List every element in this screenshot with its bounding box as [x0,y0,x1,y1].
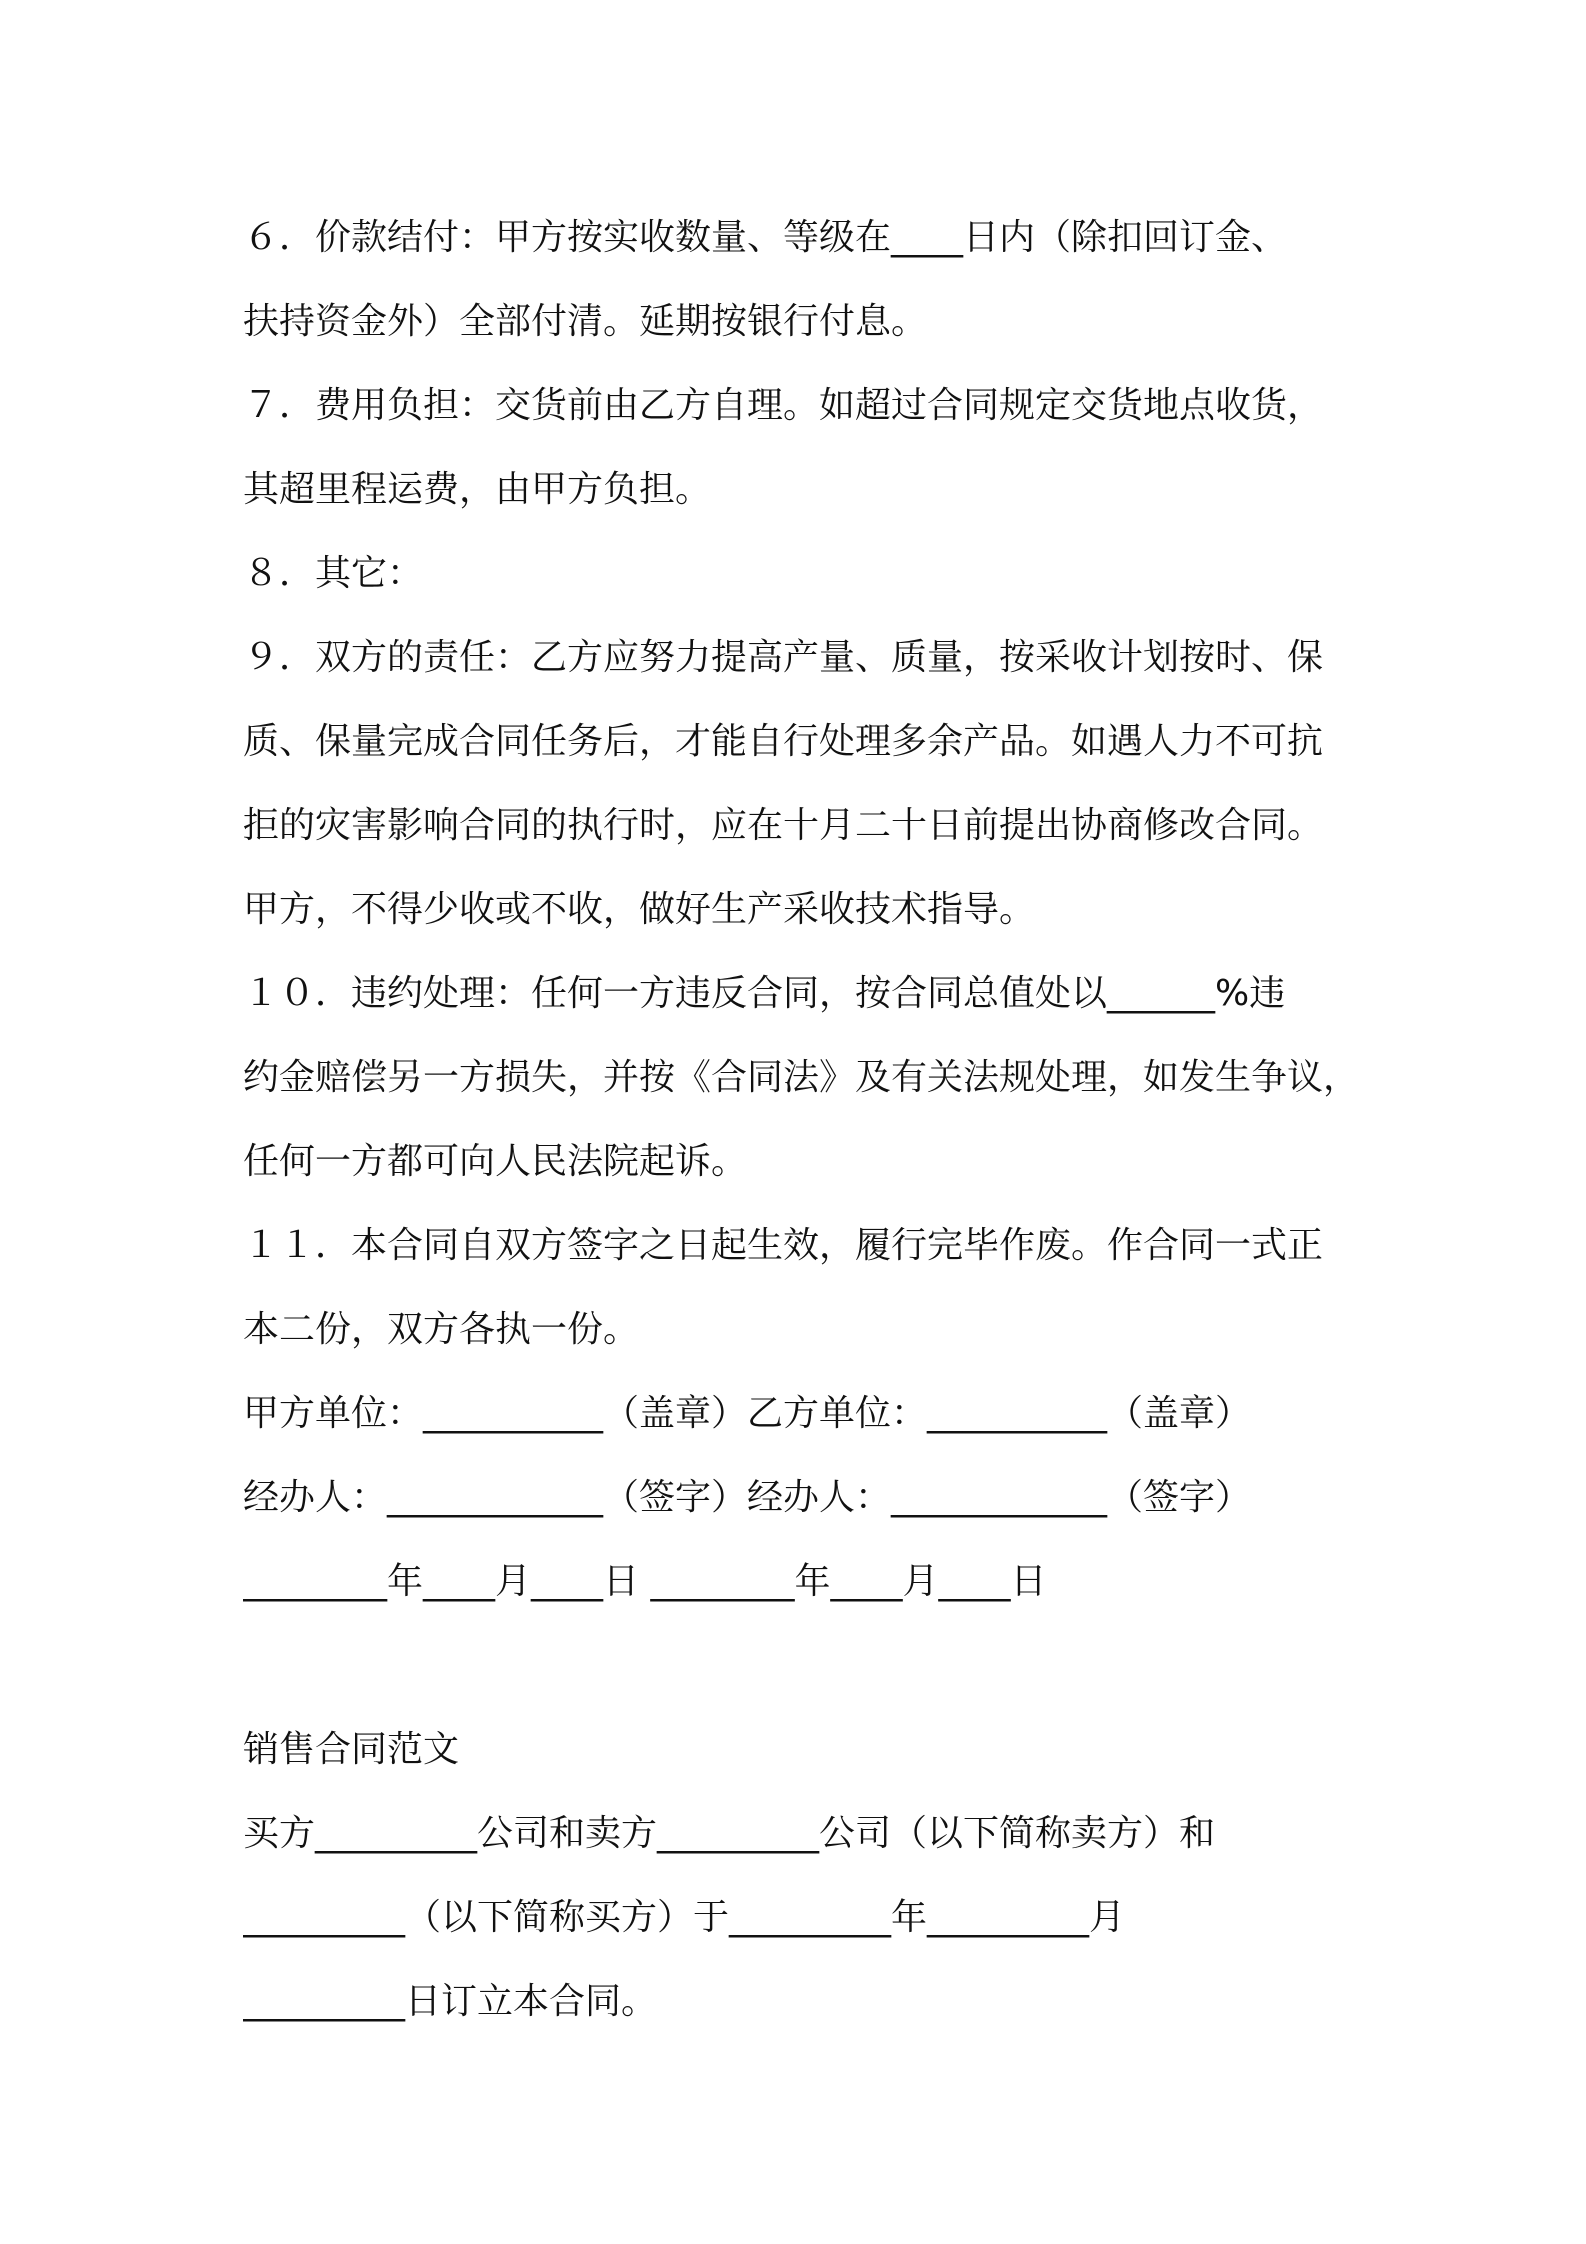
section-2-line-1: 买方_________公司和卖方_________公司（以下简称卖方）和 [243,1813,1216,1854]
clause-8-line-1: ８．其它： [243,553,424,594]
clause-10-line-3: 任何一方都可向人民法院起诉。 [243,1141,748,1182]
clause-11-line-1: １１．本合同自双方签字之日起生效，履行完毕作废。作合同一式正 [243,1225,1324,1266]
section-2-line-3: _________日订立本合同。 [243,1981,658,2022]
clause-6-line-2: 扶持资金外）全部付清。延期按银行付息。 [243,301,928,342]
signature-unit-line: 甲方单位：__________（盖章）乙方单位：__________（盖章） [243,1393,1252,1434]
clause-7-line-1: ７．费用负担：交货前由乙方自理。如超过合同规定交货地点收货， [243,385,1324,426]
section-spacer [243,1624,1363,1708]
document-body [243,196,1363,2044]
clause-9-line-2: 质、保量完成合同任务后，才能自行处理多余产品。如遇人力不可抗 [243,721,1324,762]
clause-6-line-1: ６．价款结付：甲方按实收数量、等级在____日内（除扣回订金、 [243,217,1288,258]
clause-9-line-1: ９．双方的责任：乙方应努力提高产量、质量，按采收计划按时、保 [243,637,1324,678]
clause-9-line-3: 拒的灾害影响合同的执行时，应在十月二十日前提出协商修改合同。 [243,805,1324,846]
clause-10-line-2: 约金赔偿另一方损失，并按《合同法》及有关法规处理，如发生争议， [243,1057,1360,1098]
section-2-title: 销售合同范文 [243,1729,460,1770]
signature-handler-line: 经办人：____________（签字）经办人：____________（签字） [243,1477,1252,1518]
clause-11-line-2: 本二份，双方各执一份。 [243,1309,640,1350]
clause-7-line-2: 其超里程运费，由甲方负担。 [243,469,712,510]
clause-10-line-1: １０．违约处理：任何一方违反合同，按合同总值处以______%违 [243,973,1286,1014]
signature-date-line: ________年____月____日 ________年____月____日 [243,1561,1047,1602]
clause-9-line-4: 甲方，不得少收或不收，做好生产采收技术指导。 [243,889,1036,930]
section-2-line-2: _________（以下简称买方）于_________年_________月 [243,1897,1126,1938]
